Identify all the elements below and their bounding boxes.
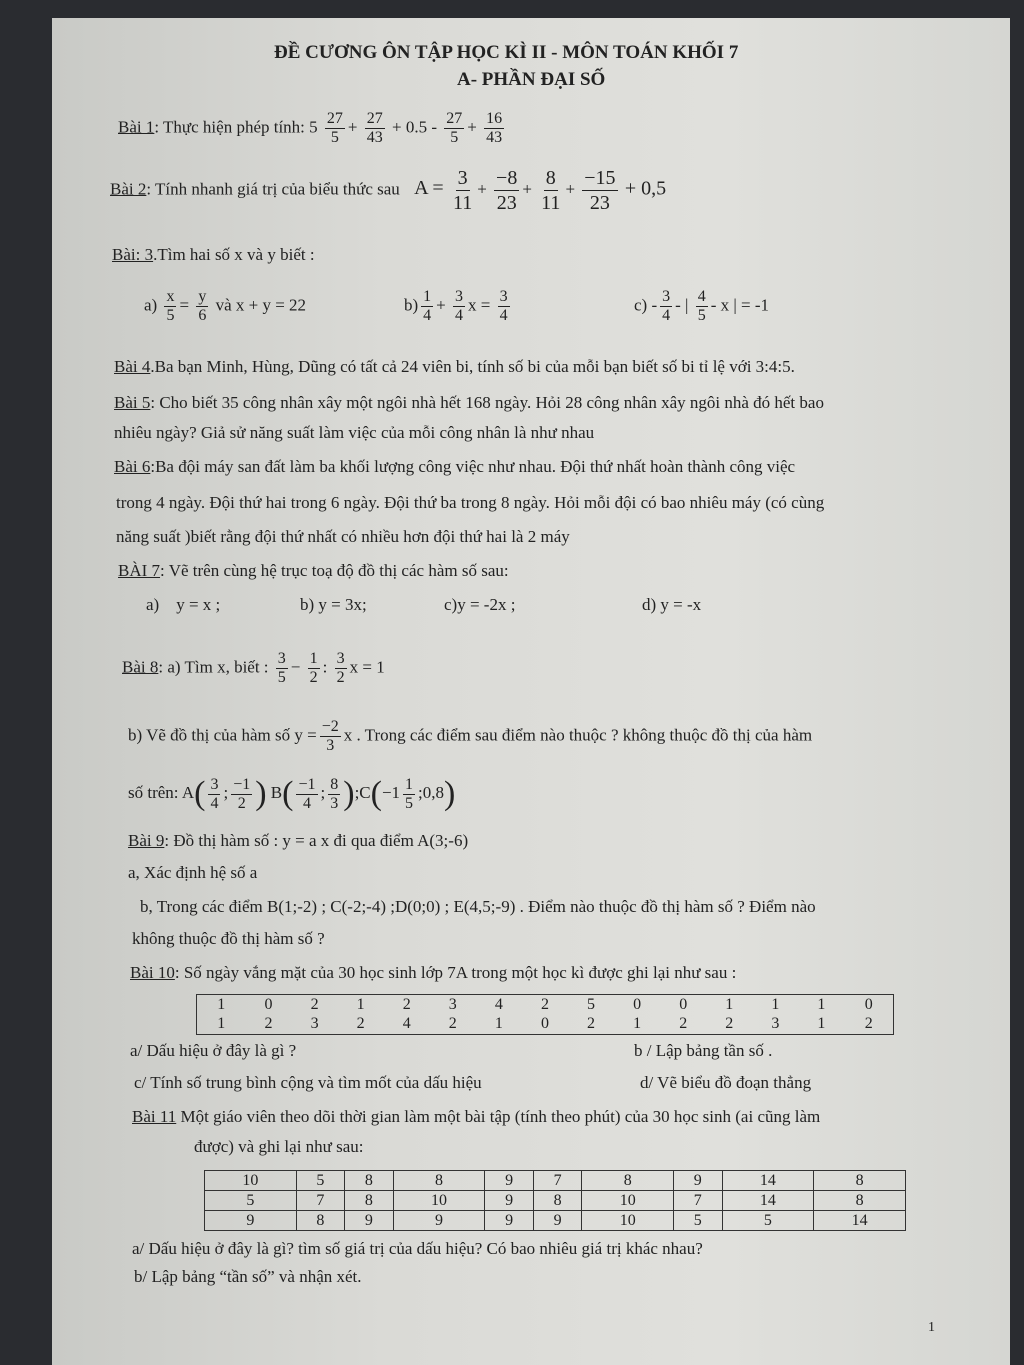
exercise-text: .Ba bạn Minh, Hùng, Dũng có tất cả 24 viên bi, tính số bi của mỗi bạn biết số bi tỉ lệ với 3:4:5.	[150, 357, 795, 376]
table-cell: 1	[771, 995, 780, 1013]
exercise-8-points: số trên: A( $\frac{3}{4}$ ; $\frac{-1}{2}$ ) B( $\frac{-1}{4}$ ; $\frac{8}{3}$ );C(−1 $\frac{1}{5}$ ;0,8)	[128, 775, 456, 812]
fraction: $\frac{1}{5}$	[405, 775, 414, 812]
table-cell: 9	[485, 1211, 534, 1231]
exercise-label: Bài 11	[132, 1107, 177, 1126]
page-title: ĐỀ CƯƠNG ÔN TẬP HỌC KÌ II - MÔN TOÁN KHỐI 7	[274, 42, 739, 63]
table-row	[197, 995, 894, 1015]
table-cell: 0	[264, 995, 273, 1013]
exercise-3c: c) - $\frac{3}{4}$ - | $\frac{4}{5}$ - x | = -1	[634, 288, 770, 324]
table-cell: 7	[674, 1191, 723, 1211]
exercise-label: Bài 2	[110, 179, 147, 199]
table-cell: 2	[587, 1015, 596, 1033]
exercise-11-line2: được) và ghi lại như sau:	[194, 1137, 364, 1156]
exercise-1: Bài 1: Thực hiện phép tính: 5 $\frac{27}{5}$ + $\frac{27}{43}$ + 0.5 - $\frac{27}{5}$ + $\frac{16}{43}$	[118, 110, 503, 146]
table-cell: 2	[864, 1015, 873, 1033]
table-cell: 14	[814, 1211, 906, 1231]
fraction: $\frac{3}{2}$	[336, 650, 345, 686]
table-cell: 10	[205, 1171, 297, 1191]
exercise-10d: d/ Vẽ biểu đồ đoạn thẳng	[640, 1073, 812, 1092]
exercise-label: Bài 9	[128, 831, 165, 850]
table-cell: 1	[633, 1015, 642, 1033]
exercise-3	[112, 244, 315, 266]
table-cell: 1	[494, 1015, 503, 1033]
table-cell: 10	[393, 1191, 485, 1211]
exercise-label: Bài 1	[118, 117, 155, 137]
fraction: $\frac{27}{43}$	[366, 110, 383, 146]
table-cell: 8	[345, 1191, 394, 1211]
table-cell: 8	[345, 1171, 394, 1191]
fraction: $\frac{4}{5}$	[697, 288, 706, 324]
exercise-8: Bài 8: a) Tìm x, biết : $\frac{3}{5}$ − $\frac{1}{2}$ : $\frac{3}{2}$ x = 1	[122, 650, 385, 686]
exercise-label: Bài 4	[114, 357, 151, 376]
table-row	[205, 1171, 906, 1191]
table-cell: 5	[722, 1211, 814, 1231]
table-cell: 1	[217, 995, 226, 1013]
exercise-7b: b) y = 3x;	[300, 595, 367, 614]
fraction: $\frac{3}{4}$	[210, 775, 219, 812]
exercise-9b-line1: b, Trong các điểm B(1;-2) ; C(-2;-4) ;D(0;0) ; E(4,5;-9) . Điểm nào thuộc đồ thị hàm số ? Điểm nào	[140, 897, 816, 916]
table-cell: 9	[393, 1211, 485, 1231]
exercise-4	[114, 356, 795, 378]
fraction: $\frac{1}{2}$	[309, 650, 318, 686]
exercise-text: .Tìm hai số x và y biết :	[153, 245, 315, 264]
table-cell: 9	[533, 1211, 582, 1231]
fraction: $\frac{8}{3}$	[330, 775, 339, 812]
table-cell: 14	[722, 1191, 814, 1211]
table-cell: 8	[814, 1191, 906, 1211]
time-data-table	[204, 1170, 906, 1231]
document-page	[52, 18, 1010, 1365]
exercise-7a: a) y = x ;	[146, 595, 221, 614]
table-cell: 1	[817, 995, 826, 1013]
fraction: $\frac{y}{6}$	[198, 288, 207, 324]
table-cell: 5	[587, 995, 596, 1013]
exercise-11b: b/ Lập bảng “tần số” và nhận xét.	[134, 1267, 362, 1286]
table-cell: 4	[402, 1015, 411, 1033]
exercise-text: :Ba đội máy san đất làm ba khối lượng công việc như nhau. Đội thứ nhất hoàn thành công việc	[150, 457, 796, 476]
table-cell: 9	[345, 1211, 394, 1231]
table-row	[205, 1191, 906, 1211]
table-cell: 1	[217, 1015, 226, 1033]
table-cell: 0	[540, 1015, 549, 1033]
exercise-3a: a) $\frac{x}{5}$ = $\frac{y}{6}$ và x + y = 22	[144, 288, 307, 324]
table-cell: 2	[264, 1015, 273, 1033]
exercise-10a: a/ Dấu hiệu ở đây là gì ?	[130, 1041, 297, 1060]
table-cell: 14	[722, 1171, 814, 1191]
exercise-2: Bài 2: Tính nhanh giá trị của biểu thức sau A = $\frac{3}{11}$ + $\frac{-8}{23}$ + $\frac{8}{11}$ + $\frac{-15}{23}$ + 0,5	[110, 167, 667, 214]
exercise-9a: a, Xác định hệ số a	[128, 863, 258, 882]
page-subtitle: A- PHẦN ĐẠI SỐ	[457, 69, 606, 90]
table-cell: 2	[448, 1015, 457, 1033]
page-number: 1	[928, 1320, 935, 1335]
table-cell: 7	[296, 1191, 345, 1211]
exercise-5	[114, 392, 824, 414]
exercise-7	[118, 560, 509, 582]
table-row	[205, 1211, 906, 1231]
fraction: $\frac{x}{5}$	[166, 288, 175, 324]
table-cell: 2	[356, 1015, 365, 1033]
table-cell: 0	[864, 995, 873, 1013]
table-cell: 2	[540, 995, 549, 1013]
exercise-text: : Vẽ trên cùng hệ trục toạ độ đồ thị các hàm số sau:	[160, 561, 509, 580]
table-row	[197, 1015, 894, 1035]
exercise-9	[128, 830, 468, 852]
table-cell: 8	[393, 1171, 485, 1191]
exercise-11	[132, 1106, 820, 1128]
table-cell: 2	[310, 995, 319, 1013]
table-cell: 3	[448, 995, 457, 1013]
table-cell: 10	[582, 1191, 674, 1211]
fraction: $\frac{27}{5}$	[446, 110, 463, 146]
table-cell: 8	[533, 1191, 582, 1211]
table-cell: 1	[356, 995, 365, 1013]
exercise-label: Bài 5	[114, 393, 151, 412]
table-cell: 5	[296, 1171, 345, 1191]
absence-data-table	[196, 994, 894, 1035]
fraction: $\frac{-15}{23}$	[584, 167, 616, 214]
exercise-text: : Cho biết 35 công nhân xây một ngôi nhà hết 168 ngày. Hỏi 28 công nhân xây ngôi nhà đó hết bao	[150, 393, 824, 412]
fraction: $\frac{-1}{4}$	[298, 775, 316, 812]
fraction: $\frac{-1}{2}$	[233, 775, 251, 812]
table-cell: 2	[402, 995, 411, 1013]
exercise-label: Bài 10	[130, 963, 175, 982]
table-cell: 9	[205, 1211, 297, 1231]
exercise-7d: d) y = -x	[642, 595, 702, 614]
fraction: $\frac{16}{43}$	[486, 110, 503, 146]
exercise-text: : a) Tìm x, biết :	[158, 657, 269, 677]
exercise-9b-line2: không thuộc đồ thị hàm số ?	[132, 929, 325, 948]
table-cell: 2	[725, 1015, 734, 1033]
table-cell: 1	[817, 1015, 826, 1033]
table-cell: 1	[725, 995, 734, 1013]
exercise-label: Bài 6	[114, 457, 151, 476]
table-cell: 0	[679, 995, 688, 1013]
exercise-11a: a/ Dấu hiệu ở đây là gì? tìm số giá trị của dấu hiệu? Có bao nhiêu giá trị khác nhau?	[132, 1239, 703, 1258]
table-cell: 9	[485, 1171, 534, 1191]
table-cell: 9	[485, 1191, 534, 1211]
fraction: $\frac{-8}{23}$	[496, 167, 518, 214]
fraction: $\frac{-2}{3}$	[321, 718, 339, 754]
exercise-6	[114, 456, 795, 478]
table-cell: 4	[494, 995, 503, 1013]
table-cell: 10	[582, 1211, 674, 1231]
exercise-6-line3: năng suất )biết rằng đội thứ nhất có nhiều hơn đội thứ hai là 2 máy	[116, 527, 570, 546]
exercise-text: Một giáo viên theo dõi thời gian làm một bài tập (tính theo phút) của 30 học sinh (ai cũng làm	[176, 1107, 821, 1126]
exercise-text: : Tính nhanh giá trị của biểu thức sau	[146, 179, 400, 199]
exercise-text: : Thực hiện phép tính: 5	[154, 117, 318, 137]
fraction: $\frac{8}{11}$	[541, 167, 561, 214]
fraction: $\frac{3}{4}$	[499, 288, 508, 324]
fraction: $\frac{3}{11}$	[452, 167, 473, 214]
table-cell: 0	[633, 995, 642, 1013]
exercise-label: BÀI 7	[118, 561, 161, 580]
table-cell: 5	[674, 1211, 723, 1231]
exercise-10	[130, 962, 736, 984]
exercise-10c: c/ Tính số trung bình cộng và tìm mốt của dấu hiệu	[134, 1073, 482, 1092]
table-cell: 9	[674, 1171, 723, 1191]
exercise-5-line2: nhiêu ngày? Giả sử năng suất làm việc của mỗi công nhân là như nhau	[114, 423, 595, 442]
fraction: $\frac{27}{5}$	[326, 110, 343, 146]
table-cell: 2	[679, 1015, 688, 1033]
table-cell: 8	[814, 1171, 906, 1191]
exercise-3b: b) $\frac{1}{4}$ + $\frac{3}{4}$ x = $\frac{3}{4}$	[404, 288, 508, 324]
table-cell: 5	[205, 1191, 297, 1211]
table-cell: 8	[296, 1211, 345, 1231]
table-cell: 8	[582, 1171, 674, 1191]
fraction: $\frac{3}{4}$	[455, 288, 464, 324]
exercise-6-line2: trong 4 ngày. Đội thứ hai trong 6 ngày. Đội thứ ba trong 8 ngày. Hỏi mỗi đội có bao nhiêu máy (có cùng	[116, 493, 825, 512]
table-cell: 3	[310, 1015, 319, 1033]
exercise-7c: c)y = -2x ;	[444, 595, 516, 614]
fraction: $\frac{1}{4}$	[423, 288, 432, 324]
table-cell: 3	[771, 1015, 780, 1033]
exercise-10b: b / Lập bảng tần số .	[634, 1041, 773, 1060]
exercise-label: Bài: 3	[112, 245, 154, 264]
table-cell: 7	[533, 1171, 582, 1191]
exercise-8b: b) Vẽ đồ thị của hàm số y = $\frac{-2}{3}$ x . Trong các điểm sau điểm nào thuộc ? không thuộc đồ thị của hàm	[128, 718, 813, 754]
fraction: $\frac{3}{4}$	[662, 288, 671, 324]
exercise-text: : Số ngày vắng mặt của 30 học sinh lớp 7A trong một học kì được ghi lại như sau :	[174, 963, 737, 982]
exercise-text: : Đồ thị hàm số : y = a x đi qua điểm A(3;-6)	[164, 831, 469, 850]
fraction: $\frac{3}{5}$	[277, 650, 286, 686]
exercise-label: Bài 8	[122, 657, 159, 677]
